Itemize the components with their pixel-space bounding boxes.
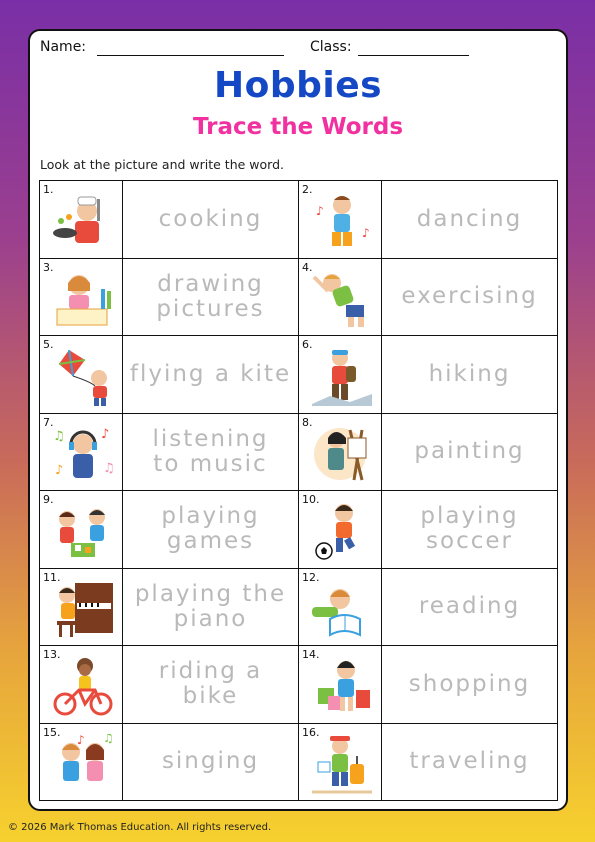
trace-word-line: dancing: [416, 205, 523, 232]
picture-cell: [299, 646, 382, 724]
svg-text:♪: ♪: [316, 204, 324, 218]
trace-word-cell[interactable]: [382, 568, 558, 646]
item-number: 6.: [302, 338, 313, 351]
item-number: 11.: [43, 570, 61, 584]
trace-word-line: playing: [161, 503, 260, 530]
picture-cell: [40, 181, 123, 259]
item-number: 1.: [43, 183, 54, 196]
svg-text:♫: ♫: [103, 460, 115, 476]
picture-cell: [299, 491, 382, 569]
grid-row: [40, 413, 558, 491]
trace-word-cell[interactable]: [123, 723, 299, 801]
header-row: [40, 39, 560, 59]
trace-word: [382, 749, 557, 774]
trace-word-line: bike: [182, 683, 239, 710]
trace-word: [382, 362, 557, 387]
trace-word-cell[interactable]: [382, 646, 558, 724]
name-field-line[interactable]: [97, 55, 284, 56]
trace-word-line: shopping: [408, 670, 531, 697]
trace-word: [382, 504, 557, 554]
grid-row: [40, 646, 558, 724]
trace-word-cell[interactable]: [382, 258, 558, 336]
picture-cell: [299, 258, 382, 336]
svg-text:♫: ♫: [53, 428, 65, 444]
trace-word-line: listening: [152, 425, 269, 452]
picture-cell: [40, 413, 123, 491]
grid-row: [40, 568, 558, 646]
picture-cell: [40, 336, 123, 414]
grid-row: [40, 723, 558, 801]
picture-cell: [40, 646, 123, 724]
worksheet: [28, 29, 568, 811]
trace-word-line: riding a: [158, 658, 263, 685]
trace-word-line: flying a kite: [129, 360, 292, 387]
svg-text:♫: ♫: [103, 733, 114, 745]
picture-cell: [299, 568, 382, 646]
trace-word-line: pictures: [156, 295, 265, 322]
trace-word-cell[interactable]: [123, 258, 299, 336]
trace-word-line: piano: [173, 605, 248, 632]
picture-cell: [40, 491, 123, 569]
picture-cell: [299, 723, 382, 801]
trace-word: [123, 659, 298, 709]
music-icon: [50, 424, 116, 484]
item-number: 13.: [43, 648, 61, 661]
cooking-icon: [50, 191, 116, 251]
item-number: 12.: [302, 570, 320, 584]
trace-grid: [39, 180, 558, 801]
trace-word-line: playing the: [134, 580, 287, 607]
picture-cell: [299, 336, 382, 414]
copyright-footer: © 2026 Mark Thomas Education. All rights reserved.: [8, 822, 272, 833]
page-subtitle: Trace the Words: [192, 114, 404, 140]
trace-word-line: to music: [153, 450, 268, 477]
trace-word-cell[interactable]: [123, 568, 299, 646]
soccer-icon: [309, 501, 375, 561]
trace-word: [382, 439, 557, 464]
trace-word: [123, 427, 298, 477]
trace-word: [123, 362, 298, 387]
trace-word-line: singing: [161, 748, 260, 775]
trace-word: [123, 749, 298, 774]
grid-row: [40, 181, 558, 259]
class-field-line[interactable]: [358, 55, 469, 56]
trace-word-cell[interactable]: [382, 413, 558, 491]
trace-word-line: soccer: [426, 528, 513, 555]
trace-word-line: playing: [420, 503, 519, 530]
trace-word-line: cooking: [158, 205, 263, 232]
trace-word-cell[interactable]: [382, 723, 558, 801]
svg-text:♪: ♪: [77, 733, 85, 747]
item-number: 2.: [302, 183, 313, 196]
drawing-icon: [50, 269, 116, 329]
item-number: 3.: [43, 260, 54, 274]
trace-word-cell[interactable]: [123, 491, 299, 569]
trace-word-cell[interactable]: [123, 336, 299, 414]
reading-icon: [309, 579, 375, 639]
trace-word-cell[interactable]: [123, 646, 299, 724]
games-icon: [50, 501, 116, 561]
trace-word-line: traveling: [409, 748, 530, 775]
item-number: 8.: [302, 415, 313, 429]
grid-row: [40, 258, 558, 336]
grid-row: [40, 336, 558, 414]
trace-word-line: painting: [414, 438, 525, 465]
shopping-icon: [309, 656, 375, 716]
singing-icon: [50, 734, 116, 794]
item-number: 7.: [43, 415, 54, 429]
class-label: Class:: [310, 39, 352, 55]
trace-word: [382, 207, 557, 232]
trace-word-line: games: [166, 528, 255, 555]
trace-word: [123, 207, 298, 232]
item-number: 16.: [302, 725, 320, 739]
picture-cell: [40, 258, 123, 336]
trace-word: [382, 594, 557, 619]
grid-row: [40, 491, 558, 569]
bike-icon: [50, 656, 116, 716]
kite-icon: [50, 346, 116, 406]
item-number: 5.: [43, 338, 54, 351]
trace-word: [123, 582, 298, 632]
name-label: Name:: [40, 39, 87, 55]
trace-word-cell[interactable]: [382, 491, 558, 569]
dancing-icon: [309, 191, 375, 251]
traveling-icon: [309, 734, 375, 794]
trace-word-line: hiking: [428, 360, 511, 387]
trace-word-cell[interactable]: [382, 181, 558, 259]
trace-word: [123, 272, 298, 322]
painting-icon: [309, 424, 375, 484]
item-number: 15.: [43, 725, 61, 739]
trace-word-cell[interactable]: [382, 336, 558, 414]
trace-word: [382, 672, 557, 697]
trace-word-line: exercising: [401, 283, 538, 310]
trace-word-line: reading: [418, 593, 521, 620]
item-number: 4.: [302, 260, 313, 274]
page-title: Hobbies: [213, 65, 383, 106]
hiking-icon: [309, 346, 375, 406]
item-number: 10.: [302, 493, 320, 506]
picture-cell: [40, 568, 123, 646]
svg-text:♪: ♪: [101, 426, 110, 442]
picture-cell: [299, 181, 382, 259]
picture-cell: [299, 413, 382, 491]
picture-cell: [40, 723, 123, 801]
svg-text:♪: ♪: [55, 462, 64, 478]
trace-word-cell[interactable]: [123, 181, 299, 259]
trace-word-cell[interactable]: [123, 413, 299, 491]
item-number: 14.: [302, 648, 320, 661]
svg-text:♪: ♪: [362, 226, 370, 240]
trace-word: [382, 284, 557, 309]
trace-word-line: drawing: [157, 270, 264, 297]
piano-icon: [50, 579, 116, 639]
trace-word: [123, 504, 298, 554]
item-number: 9.: [43, 493, 54, 506]
exercising-icon: [309, 269, 375, 329]
instruction-text: Look at the picture and write the word.: [40, 157, 284, 172]
